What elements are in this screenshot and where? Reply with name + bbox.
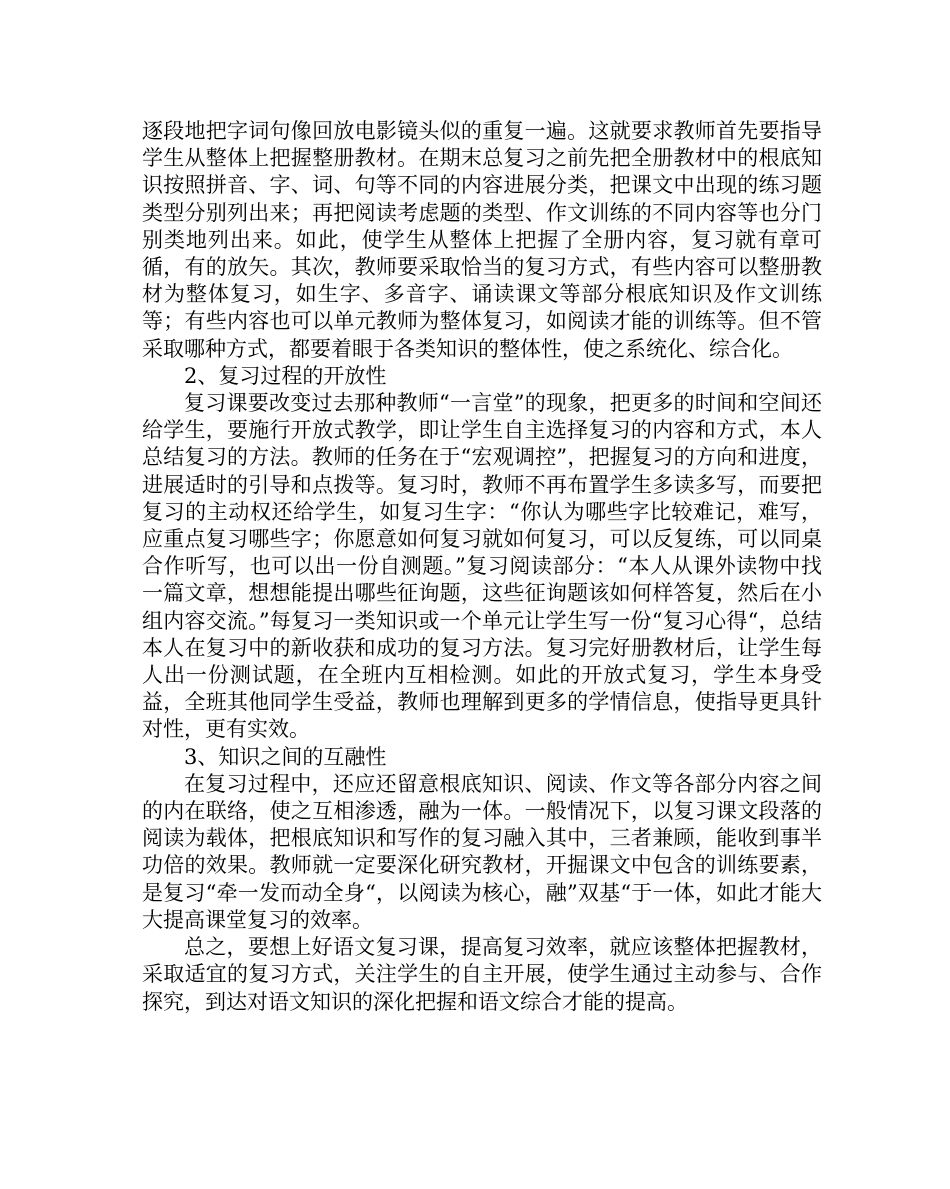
paragraph-openness-body: 复习课要改变过去那种教师“一言堂”的现象，把更多的时间和空间还给学生，要施行开放式教学，即让学生自主选择复习的内容和方式，本人总结复习的方法。教师的任务在于“宏观调控”，把握复习的方向和进度，进展适时的引导和点拨等。复习时，教师不再布置学生多读多写，而要把复习的主动权还给学生，如复习生字：“你认为哪些字比较难记，难写，应重点复习哪些字；你愿意如何复习就如何复习，可以反复练，可以同桌合作听写，也可以出一份自测题。”复习阅读部分：“本人从课外读物中找一篇文章，想想能提出哪些征询题，这些征询题该如何样答复，然后在小组内容交流。”每复习一类知识或一个单元让学生写一份“复习心得“，总结本人在复习中的新收获和成功的复习方法。复习完好册教材后，让学生每人出一份测试题，在全班内互相检测。如此的开放式复习，学生本身受益，全班其他同学生受益，教师也理解到更多的学情信息，使指导更具针对性，更有实效。	[142, 391, 822, 742]
section-heading-openness: 2、复习过程的开放性	[184, 363, 387, 388]
paragraph-conclusion: 总之，要想上好语文复习课，提高复习效率，就应该整体把握教材，采取适宜的复习方式，关注学生的自主开展，使学生通过主动参与、合作探究，到达对语文知识的深化把握和语文综合才能的提高。	[142, 935, 822, 1014]
paragraph-continuation: 逐段地把字词句像回放电影镜头似的重复一遍。这就要求教师首先要指导学生从整体上把握整册教材。在期末总复习之前先把全册教材中的根底知识按照拼音、字、词、句等不同的内容进展分类，把课文中出现的练习题类型分别列出来；再把阅读考虑题的类型、作文训练的不同内容等也分门别类地列出来。如此，使学生从整体上把握了全册内容，复习就有章可循，有的放矢。其次，教师要采取恰当的复习方式，有些内容可以整册教材为整体复习，如生字、多音字、诵读课文等部分根底知识及作文训练等；有些内容也可以单元教师为整体复习，如阅读才能的训练等。但不管采取哪种方式，都要着眼于各类知识的整体性，使之系统化、综合化。	[142, 119, 822, 361]
section-heading-integration: 3、知识之间的互融性	[184, 744, 387, 769]
document-page	[142, 118, 822, 1016]
paragraph-integration-body: 在复习过程中，还应还留意根底知识、阅读、作文等各部分内容之间的内在联络，使之互相渗透，融为一体。一般情况下，以复习课文段落的阅读为载体，把根底知识和写作的复习融入其中，三者兼顾，能收到事半功倍的效果。教师就一定要深化研究教材，开掘课文中包含的训练要素，是复习“牵一发而动全身“，以阅读为核心，融”双基“于一体，如此才能大大提高课堂复习的效率。	[142, 771, 822, 932]
